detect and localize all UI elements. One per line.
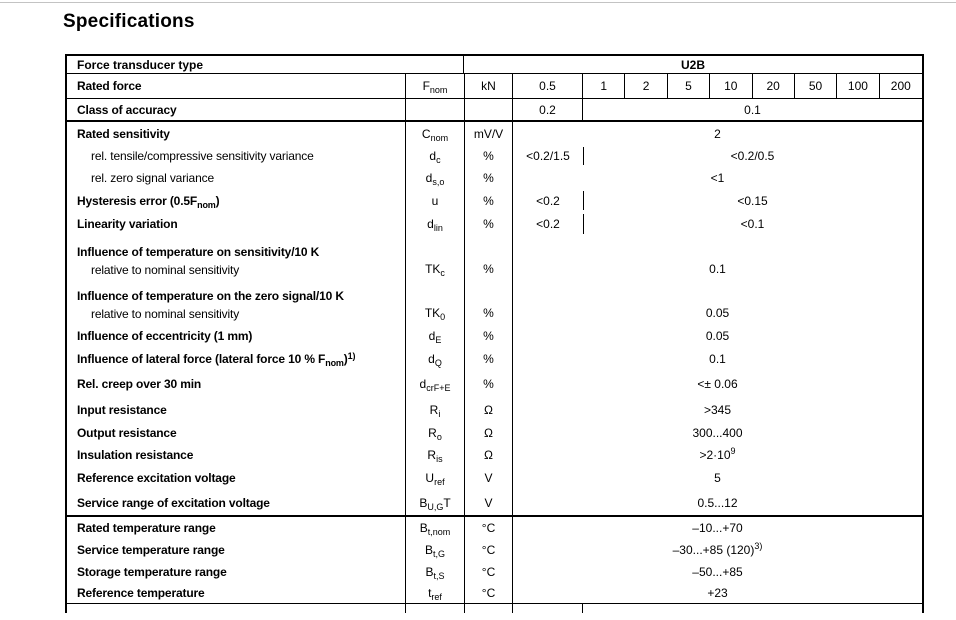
spec-value-cell: <0.2 [536, 193, 560, 208]
spec-row-rated-temperature-range [67, 517, 922, 539]
spec-unit: V [465, 490, 513, 515]
spec-row-rated-force [67, 74, 922, 99]
spec-unit: V [465, 466, 513, 490]
spec-value-cell: 0.2 [513, 99, 583, 120]
spec-value-cell: <0.2/0.5 [583, 145, 922, 167]
spec-row-output-resistance [67, 422, 922, 444]
spec-row-label: Storage temperature range [67, 561, 406, 583]
spec-row-label: Rated temperature range [67, 517, 406, 539]
spec-symbol: $d_c$ [406, 145, 465, 167]
spec-unit: °C [465, 561, 513, 583]
spec-values [513, 167, 922, 189]
spec-unit: % [465, 325, 513, 347]
spec-value-cell: 1 [583, 74, 625, 98]
spec-value-cell: 0.1 [709, 262, 726, 276]
spec-row-label: Service temperature range [67, 539, 406, 561]
spec-unit: Ω [465, 398, 513, 422]
spec-values [513, 74, 922, 98]
spec-value-cell: 0.05 [705, 329, 730, 343]
spec-values [513, 539, 922, 561]
spec-value-cell: –50...+85 [692, 565, 743, 579]
spec-values [513, 370, 922, 398]
spec-value-cell: 50 [795, 74, 837, 98]
spec-row-zero-signal-variance [67, 167, 922, 189]
spec-value-cell: 2 [625, 74, 667, 98]
spec-symbol: $d_{s,o}$ [406, 167, 465, 189]
spec-value-cell: +23 [707, 586, 728, 600]
spec-value-cell: <± 0.06 [697, 377, 738, 391]
spec-values [513, 145, 922, 167]
spec-row-label: Insulation resistance [67, 444, 406, 466]
spec-values [513, 281, 922, 325]
spec-value-cell: 200 [890, 79, 911, 93]
spec-row-label: Influence of eccentricity (1 mm) [67, 325, 406, 347]
spec-unit: Ω [465, 422, 513, 444]
spec-row-eccentricity-influence [67, 325, 922, 347]
spec-cutoff-cell [67, 604, 406, 613]
spec-row-label: Linearity variation [67, 212, 406, 236]
spec-unit: % [465, 212, 513, 236]
spec-symbol: $B_{t,S}$ [406, 561, 465, 583]
spec-row-label: Rated sensitivity [67, 122, 406, 145]
spec-row-label: rel. zero signal variance [67, 167, 406, 189]
spec-row-service-temperature-range [67, 539, 922, 561]
spec-row-temperature-influence-on-zero-signal [67, 281, 922, 325]
spec-cutoff-cell [583, 604, 922, 613]
spec-symbol: $B_{t,G}$ [406, 539, 465, 561]
spec-product-name: U2B [680, 57, 705, 72]
spec-values [513, 398, 922, 422]
spec-row-linearity-variation [67, 212, 922, 236]
spec-row-reference-excitation-voltage [67, 466, 922, 490]
spec-values [513, 583, 922, 603]
spec-row-next-row-cut-off [67, 604, 922, 613]
spec-symbol: $TK_c$ [406, 236, 465, 281]
spec-unit [465, 99, 513, 120]
spec-symbol: $B_{t,nom}$ [406, 517, 465, 539]
spec-value-cell: >2·10 9 [699, 446, 736, 462]
spec-symbol: $t_{ref}$ [406, 583, 465, 603]
spec-symbol: $R_{is}$ [406, 444, 465, 466]
spec-value-cell: >345 [703, 403, 732, 417]
spec-symbol: $C_{nom}$ [406, 122, 465, 145]
spec-row-label: Influence of temperature on the zero signal/10 K relative to nominal sensitivity [67, 281, 406, 325]
spec-unit: % [465, 236, 513, 281]
spec-row-label: Class of accuracy [67, 99, 406, 120]
spec-unit: % [465, 347, 513, 370]
spec-row-label: rel. tensile/compressive sensitivity variance [67, 145, 406, 167]
spec-symbol: $d_Q$ [406, 347, 465, 370]
spec-row-label: Output resistance [67, 422, 406, 444]
spec-row-tensile-compressive-sensitivity-variance [67, 145, 922, 167]
spec-row-label: Service range of excitation voltage [67, 490, 406, 515]
spec-value-cell: 0.1 [744, 102, 761, 117]
spec-row-label: Rated force [67, 74, 406, 98]
spec-value-cell: 0.05 [705, 306, 730, 320]
spec-symbol: u [406, 189, 465, 212]
spec-row-label: Force transducer type [67, 56, 464, 73]
spec-values [513, 347, 922, 370]
spec-row-class-of-accuracy [67, 99, 922, 122]
spec-values [513, 466, 922, 490]
spec-value-cell: 300...400 [692, 426, 743, 440]
spec-values [513, 122, 922, 145]
spec-row-temperature-influence-on-sensitivity [67, 236, 922, 281]
spec-symbol: $d_{crF+E}$ [406, 370, 465, 398]
spec-row-label: Influence of temperature on sensitivity/10 K relative to nominal sensitivity [67, 236, 406, 281]
spec-values [513, 561, 922, 583]
spec-symbol: $U_{ref}$ [406, 466, 465, 490]
spec-row-insulation-resistance [67, 444, 922, 466]
spec-values [513, 189, 922, 212]
spec-table [65, 54, 924, 613]
spec-values [513, 325, 922, 347]
spec-row-label: Reference excitation voltage [67, 466, 406, 490]
spec-value-cell: 0.1 [709, 351, 726, 366]
spec-values [513, 236, 922, 281]
spec-values [513, 490, 922, 515]
spec-unit: °C [465, 583, 513, 603]
spec-value-cell: <0.2/1.5 [526, 149, 570, 163]
spec-row-label: Influence of lateral force (lateral force 10 % $F_{nom})^{1)}$ [67, 347, 406, 370]
spec-unit: Ω [465, 444, 513, 466]
spec-row-label: Reference temperature [67, 583, 406, 603]
spec-unit: % [465, 167, 513, 189]
page-title: Specifications [63, 11, 195, 32]
spec-symbol: $d_{lin}$ [406, 212, 465, 236]
spec-symbol: $R_i$ [406, 398, 465, 422]
spec-value-cell: 100 [837, 74, 879, 98]
spec-cutoff-cell [406, 604, 465, 613]
spec-value-cell: 5 [714, 471, 721, 485]
page-edge-line [0, 2, 956, 3]
spec-cutoff-cell [513, 604, 583, 613]
spec-value-cell: 2 [714, 126, 721, 141]
spec-row-label: Input resistance [67, 398, 406, 422]
spec-row-transducer-type [67, 56, 922, 74]
spec-row-service-range-of-excitation-voltage [67, 490, 922, 517]
spec-row-lateral-force-influence [67, 347, 922, 370]
spec-unit: °C [465, 539, 513, 561]
spec-value-cell: 10 [710, 74, 752, 98]
spec-row-hysteresis-error [67, 189, 922, 212]
spec-symbol: $R_o$ [406, 422, 465, 444]
spec-value-cell: 20 [753, 74, 795, 98]
spec-values [513, 99, 922, 120]
spec-value-cell: 0.5...12 [697, 495, 738, 510]
spec-unit: % [465, 370, 513, 398]
spec-symbol: $F_{nom}$ [406, 74, 465, 98]
spec-value-cell: –30...+85 (120) 3) [672, 541, 763, 557]
spec-row-input-resistance [67, 398, 922, 422]
spec-symbol: $TK_0$ [406, 281, 465, 325]
spec-row-reference-temperature [67, 583, 922, 604]
spec-unit: kN [465, 74, 513, 98]
spec-value-cell: <0.1 [583, 212, 922, 236]
spec-values [513, 212, 922, 236]
spec-row-storage-temperature-range [67, 561, 922, 583]
spec-row-label: Hysteresis error $(0.5F_{nom})$ [67, 189, 406, 212]
spec-symbol: $B_{U,G}T$ [406, 490, 465, 515]
spec-value-cell: –10...+70 [692, 521, 743, 535]
spec-value-cell: 5 [668, 74, 710, 98]
spec-cutoff-cell [465, 604, 513, 613]
spec-value-cell: 0.5 [513, 74, 583, 98]
spec-symbol: $d_E$ [406, 325, 465, 347]
spec-row-label: Rel. creep over 30 min [67, 370, 406, 398]
spec-unit: mV/V [465, 122, 513, 145]
spec-unit: % [465, 145, 513, 167]
spec-unit: % [465, 189, 513, 212]
spec-unit: % [465, 281, 513, 325]
spec-value-cell: <0.2 [536, 217, 560, 231]
spec-row-rated-sensitivity [67, 122, 922, 145]
spec-values [513, 517, 922, 539]
spec-values [513, 422, 922, 444]
spec-value-cell: <0.15 [583, 189, 922, 212]
spec-row-rel-creep-over-30-min [67, 370, 922, 398]
spec-value-cell: <1 [710, 171, 725, 185]
spec-values [513, 444, 922, 466]
spec-symbol [406, 99, 465, 120]
spec-unit: °C [465, 517, 513, 539]
